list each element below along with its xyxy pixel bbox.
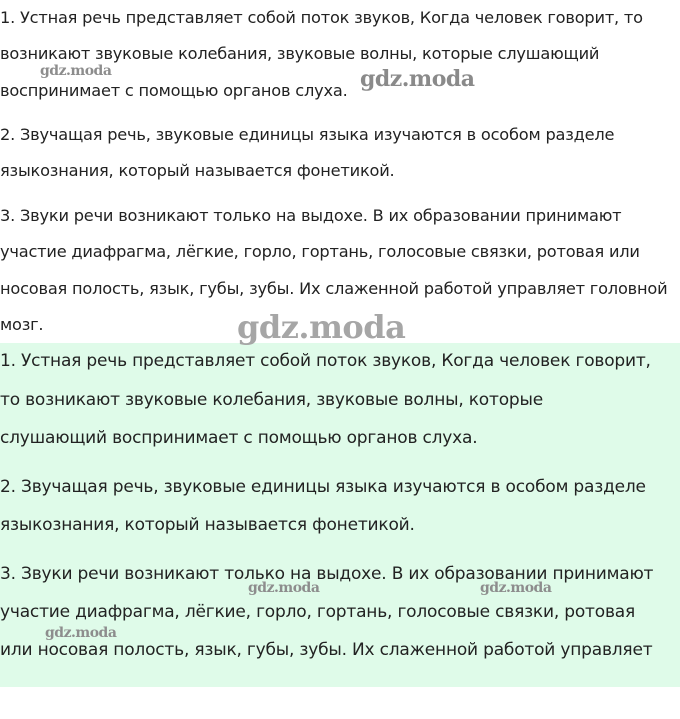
watermark: gdz.moda [480, 580, 552, 596]
watermark: gdz.moda [40, 63, 112, 79]
text-line: 2. Звучащая речь, звуковые единицы языка изучаются в особом разделе [0, 477, 646, 497]
text-line: возникают звуковые колебания, звуковые волны, которые слушающий [0, 44, 600, 63]
text-line: 2. Звучащая речь, звуковые единицы языка изучаются в особом разделе [0, 125, 615, 144]
text-line: или носовая полость, язык, губы, зубы. Их слаженной работой управляет [0, 640, 653, 660]
watermark: gdz.moda [248, 580, 320, 596]
text-line: 1. Устная речь представляет собой поток звуков, Когда человек говорит, то [0, 8, 643, 27]
text-line: языкознания, который называется фонетикой. [0, 515, 415, 535]
page-bottom [0, 687, 680, 719]
answer-text-plain [0, 0, 680, 343]
text-line: 3. Звуки речи возникают только на выдохе. В их образовании принимают [0, 206, 622, 225]
text-line: носовая полость, язык, губы, зубы. Их слаженной работой управляет головной [0, 279, 668, 298]
text-line: мозг. [0, 315, 44, 334]
watermark: gdz.moda [360, 66, 475, 92]
text-line: воспринимает с помощью органов слуха. [0, 81, 348, 100]
text-line: 1. Устная речь представляет собой поток звуков, Когда человек говорит, [0, 351, 651, 371]
text-line: слушающий воспринимает с помощью органов слуха. [0, 428, 478, 448]
text-line: 3. Звуки речи возникают только на выдохе. В их образовании принимают [0, 564, 654, 584]
text-line: участие диафрагма, лёгкие, горло, гортань, голосовые связки, ротовая или [0, 242, 640, 261]
text-line: языкознания, который называется фонетикой. [0, 161, 395, 180]
answer-text-highlighted [0, 343, 680, 687]
watermark: gdz.moda [237, 308, 406, 346]
text-line: то возникают звуковые колебания, звуковые волны, которые [0, 390, 543, 410]
watermark: gdz.moda [45, 625, 117, 641]
text-line: участие диафрагма, лёгкие, горло, гортань, голосовые связки, ротовая [0, 602, 636, 622]
